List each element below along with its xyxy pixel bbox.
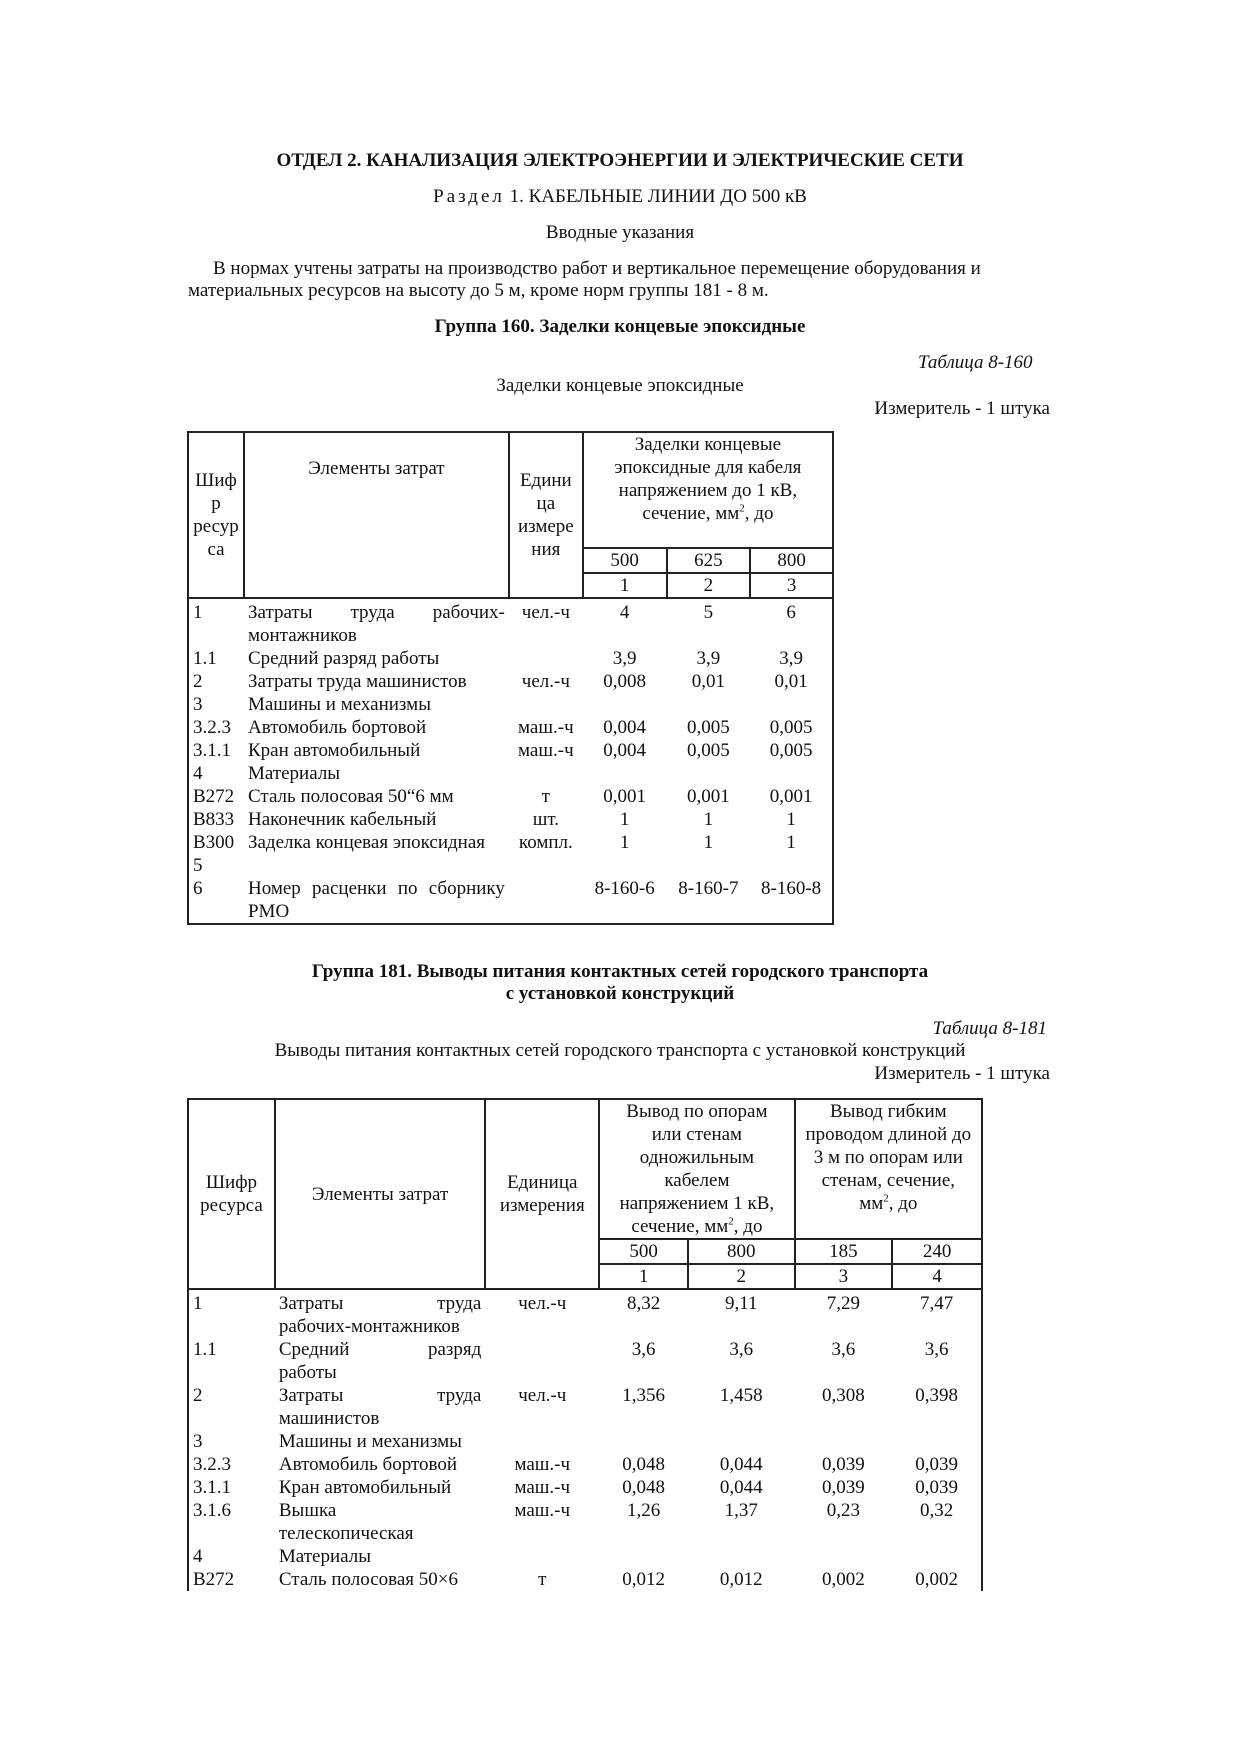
row-code: 2: [188, 1384, 275, 1430]
table-row: [188, 716, 833, 739]
table-row: [188, 1338, 982, 1384]
row-value-1: 0,048: [622, 1477, 665, 1498]
row-value-4: 0,32: [892, 1499, 982, 1545]
table-row: [188, 1545, 982, 1568]
row-value-2: 1: [703, 832, 714, 853]
row-element: Автомобиль бортовой: [278, 1454, 458, 1475]
table-row: [188, 647, 833, 670]
header-num-4: 4: [892, 1264, 982, 1289]
row-value-3: 3,6: [831, 1339, 856, 1360]
row-element: Кран автомобильный: [247, 740, 421, 761]
header-num-1: 1: [599, 1264, 688, 1289]
header-num-3: 3: [750, 573, 833, 598]
row-value-2: 0,005: [687, 717, 730, 738]
row-unit: чел.-ч: [521, 602, 570, 623]
row-value-3: 1: [750, 831, 833, 877]
row-code: 3: [188, 693, 244, 716]
row-code: В833: [188, 808, 244, 831]
table-row: [188, 785, 833, 808]
header-num-2: 2: [667, 573, 751, 598]
header-num-1: 1: [583, 573, 667, 598]
row-code: 3.2.3: [188, 1453, 275, 1476]
row-element: Наконечник кабельный: [247, 809, 437, 830]
row-code: В300 5: [188, 831, 244, 877]
header-size-2: 625: [667, 548, 751, 573]
row-code: 1: [188, 598, 244, 647]
table-row: [188, 1453, 982, 1476]
row-unit: [485, 1338, 599, 1384]
row-code: 1.1: [188, 647, 244, 670]
row-value-4: 0,039: [892, 1453, 982, 1476]
row-value-3: 0,23: [826, 1500, 861, 1521]
row-value-3: 0,308: [822, 1385, 865, 1406]
row-element: Вышка телескопическая: [278, 1500, 414, 1544]
row-unit: т: [538, 1569, 547, 1590]
row-unit: шт.: [532, 809, 559, 830]
row-value-2: 1: [703, 809, 714, 830]
row-element: Материалы: [247, 763, 341, 784]
row-value-2: [688, 1430, 795, 1453]
row-value-3: 0,039: [822, 1477, 865, 1498]
row-value-1: 8-160-6: [583, 877, 667, 924]
header-group-2: Вывод гибким проводом длиной до 3 м по опорам или стенам, сечение, $мм^2$, до: [795, 1099, 982, 1239]
table-row: [188, 1499, 982, 1545]
row-unit: маш.-ч: [518, 740, 574, 761]
row-element: Затраты труда машинистов: [247, 671, 467, 692]
header-group: Заделки концевые эпоксидные для кабеля напряжением до 1 кВ, сечение, $мм^2$, до: [583, 432, 833, 548]
row-unit: маш.-ч: [514, 1454, 571, 1475]
row-value-2: 5: [703, 602, 714, 623]
row-value-2: 0,044: [719, 1477, 763, 1498]
row-element: Сталь полосовая 50“6 мм: [247, 786, 454, 807]
table-row: [188, 693, 833, 716]
row-value-1: 0,001: [603, 786, 647, 807]
row-element: Материалы: [278, 1546, 371, 1567]
row-element: Сталь полосовая 50×6: [278, 1569, 458, 1590]
row-value-4: [892, 1545, 982, 1568]
table-row: [188, 1476, 982, 1499]
row-value-2: [667, 693, 751, 716]
header-num-3: 3: [795, 1264, 893, 1289]
row-value-1: 1: [619, 832, 630, 853]
row-unit: т: [541, 786, 550, 807]
header-size-2: 800: [688, 1239, 795, 1264]
row-value-3: 7,29: [826, 1293, 861, 1314]
header-unit: Едини ца измере ния: [509, 432, 583, 598]
row-value-1: 1,356: [622, 1385, 665, 1406]
row-value-4: 0,002: [892, 1568, 982, 1591]
row-code: 3.1.6: [188, 1499, 275, 1545]
row-value-3: 8-160-8: [750, 877, 833, 924]
table-row: [188, 739, 833, 762]
table160-number: Таблица 8-160: [918, 352, 1033, 373]
row-element: Заделка концевая эпоксидная: [247, 832, 486, 853]
row-value-4: [892, 1430, 982, 1453]
row-value-3: 6: [750, 598, 833, 647]
table160-meter: Измеритель - 1 штука: [874, 398, 1050, 419]
row-code: В272: [188, 1568, 275, 1591]
row-element: Машины и механизмы: [278, 1431, 462, 1452]
row-value-1: 8,32: [626, 1293, 661, 1314]
header-size-1: 500: [583, 548, 667, 573]
table-row: [188, 1568, 982, 1591]
row-unit: чел.-ч: [521, 671, 570, 692]
row-unit: маш.-ч: [514, 1477, 571, 1498]
header-code: Шифр ресурса: [188, 1099, 275, 1289]
header-group-1: Вывод по опорам или стенам одножильным кабелем напряжением 1 кВ, сечение, $мм^2$, до: [599, 1099, 794, 1239]
row-value-1: 0,008: [603, 671, 647, 692]
row-code: 6: [188, 877, 244, 924]
row-value-2: 0,044: [719, 1454, 763, 1475]
row-unit: [509, 647, 583, 670]
row-code: 3.1.1: [188, 1476, 275, 1499]
row-element: Средний разряд работы: [278, 1339, 482, 1383]
header-elements: Элементы затрат: [275, 1099, 485, 1289]
intro-line-1: В нормах учтены затраты на производство работ и вертикальное перемещение оборудования и: [213, 258, 981, 279]
table181-title: Выводы питания контактных сетей городского транспорта с установкой конструкций: [274, 1040, 966, 1061]
header-size-1: 500: [599, 1239, 688, 1264]
table-row: [188, 598, 833, 647]
row-value-1: 3,9: [612, 648, 637, 669]
row-element: Кран автомобильный: [278, 1477, 452, 1498]
table-row: [188, 1430, 982, 1453]
row-value-3: 0,01: [750, 670, 833, 693]
row-value-3: 0,039: [822, 1454, 865, 1475]
table-row: [188, 877, 833, 924]
row-element: Средний разряд работы: [247, 648, 440, 669]
table-row: [188, 1289, 982, 1338]
row-element: Затраты труда рабочих- монтажников: [247, 602, 505, 646]
intro-line-2: материальных ресурсов на высоту до 5 м, кроме норм группы 181 - 8 м.: [188, 280, 769, 301]
section-title: [0, 186, 1240, 208]
row-value-3: [795, 1545, 893, 1568]
row-value-1: [599, 1545, 688, 1568]
row-unit: чел.-ч: [518, 1385, 567, 1406]
row-value-2: 3,9: [696, 648, 721, 669]
row-code: 2: [188, 670, 244, 693]
table181-number: Таблица 8-181: [932, 1018, 1047, 1039]
row-unit: маш.-ч: [518, 717, 574, 738]
department-title: ОТДЕЛ 2. КАНАЛИЗАЦИЯ ЭЛЕКТРОЭНЕРГИИ И ЭЛЕКТРИЧЕСКИЕ СЕТИ: [276, 150, 964, 171]
row-code: 1: [188, 1289, 275, 1338]
table-row: [188, 831, 833, 877]
row-element: Затраты труда машинистов: [278, 1385, 482, 1429]
row-value-1: [599, 1430, 688, 1453]
row-element: Номер расценки по сборнику РМО: [244, 877, 509, 924]
row-value-1: 0,004: [603, 717, 647, 738]
row-value-1: 0,012: [622, 1569, 665, 1590]
row-code: В272: [188, 785, 244, 808]
header-size-3: 800: [750, 548, 833, 573]
header-unit: Единица измерения: [485, 1099, 599, 1289]
row-value-3: 3,9: [750, 647, 833, 670]
header-size-3: 185: [795, 1239, 893, 1264]
table-160: [187, 431, 834, 925]
row-value-2: 0,012: [719, 1569, 763, 1590]
row-value-3: [795, 1430, 893, 1453]
row-value-1: 1,26: [626, 1500, 661, 1521]
row-unit: [509, 693, 583, 716]
row-value-4: 3,6: [892, 1338, 982, 1384]
row-value-2: 8-160-7: [667, 877, 751, 924]
row-value-2: 9,11: [725, 1293, 758, 1314]
row-element: Машины и механизмы: [247, 694, 431, 715]
table181-meter: Измеритель - 1 штука: [874, 1063, 1050, 1084]
row-code: 4: [188, 762, 244, 785]
row-code: 3.1.1: [188, 739, 244, 762]
table160-title: Заделки концевые эпоксидные: [496, 375, 744, 396]
header-size-4: 240: [892, 1239, 982, 1264]
row-value-4: 0,398: [892, 1384, 982, 1430]
row-unit: компл.: [518, 832, 573, 853]
row-value-1: 4: [619, 602, 630, 623]
row-value-2: 0,001: [687, 786, 730, 807]
intro-title: Вводные указания: [545, 222, 695, 243]
header-elements: Элементы затрат: [244, 432, 509, 598]
row-value-2: 1,37: [724, 1500, 758, 1521]
row-value-2: 0,005: [687, 740, 730, 761]
row-element: Автомобиль бортовой: [247, 717, 427, 738]
row-unit: маш.-ч: [514, 1500, 571, 1521]
row-value-4: 0,039: [892, 1476, 982, 1499]
row-unit: [485, 1545, 599, 1568]
row-element: Затраты труда рабочих-монтажников: [278, 1293, 482, 1337]
row-code: 4: [188, 1545, 275, 1568]
section-rest: 1. КАБЕЛЬНЫЕ ЛИНИИ ДО 500 кВ: [509, 186, 807, 207]
row-value-2: 1,458: [719, 1385, 763, 1406]
group181-title-2: с установкой конструкций: [505, 983, 735, 1004]
row-value-2: [667, 762, 751, 785]
row-unit: [485, 1430, 599, 1453]
row-value-1: 3,6: [631, 1339, 656, 1360]
header-num-2: 2: [688, 1264, 795, 1289]
row-value-2: 0,01: [691, 671, 725, 692]
row-unit: [509, 877, 583, 924]
group160-title: Группа 160. Заделки концевые эпоксидные: [434, 316, 806, 337]
row-value-3: 0,001: [750, 785, 833, 808]
row-value-1: [583, 762, 667, 785]
row-value-3: [750, 693, 833, 716]
table-row: [188, 670, 833, 693]
row-value-3: 0,005: [750, 739, 833, 762]
row-code: 1.1: [188, 1338, 275, 1384]
row-code: 3: [188, 1430, 275, 1453]
section-word: Раздел: [433, 186, 505, 207]
row-code: 3.2.3: [188, 716, 244, 739]
row-value-4: 7,47: [892, 1289, 982, 1338]
group181-title-1: Группа 181. Выводы питания контактных сетей городского транспорта: [311, 961, 929, 982]
row-value-3: [750, 762, 833, 785]
row-value-3: 1: [750, 808, 833, 831]
row-value-1: [583, 693, 667, 716]
row-value-1: 0,004: [603, 740, 647, 761]
table-row: [188, 762, 833, 785]
row-value-3: 0,005: [750, 716, 833, 739]
row-value-1: 0,048: [622, 1454, 665, 1475]
row-value-3: 0,002: [822, 1569, 865, 1590]
table-181: [187, 1098, 983, 1591]
header-code: Шиф р ресур са: [188, 432, 244, 598]
row-unit: [509, 762, 583, 785]
table-row: [188, 808, 833, 831]
row-value-2: [688, 1545, 795, 1568]
row-unit: чел.-ч: [518, 1293, 567, 1314]
row-value-2: 3,6: [729, 1339, 754, 1360]
table-row: [188, 1384, 982, 1430]
row-value-1: 1: [619, 809, 630, 830]
